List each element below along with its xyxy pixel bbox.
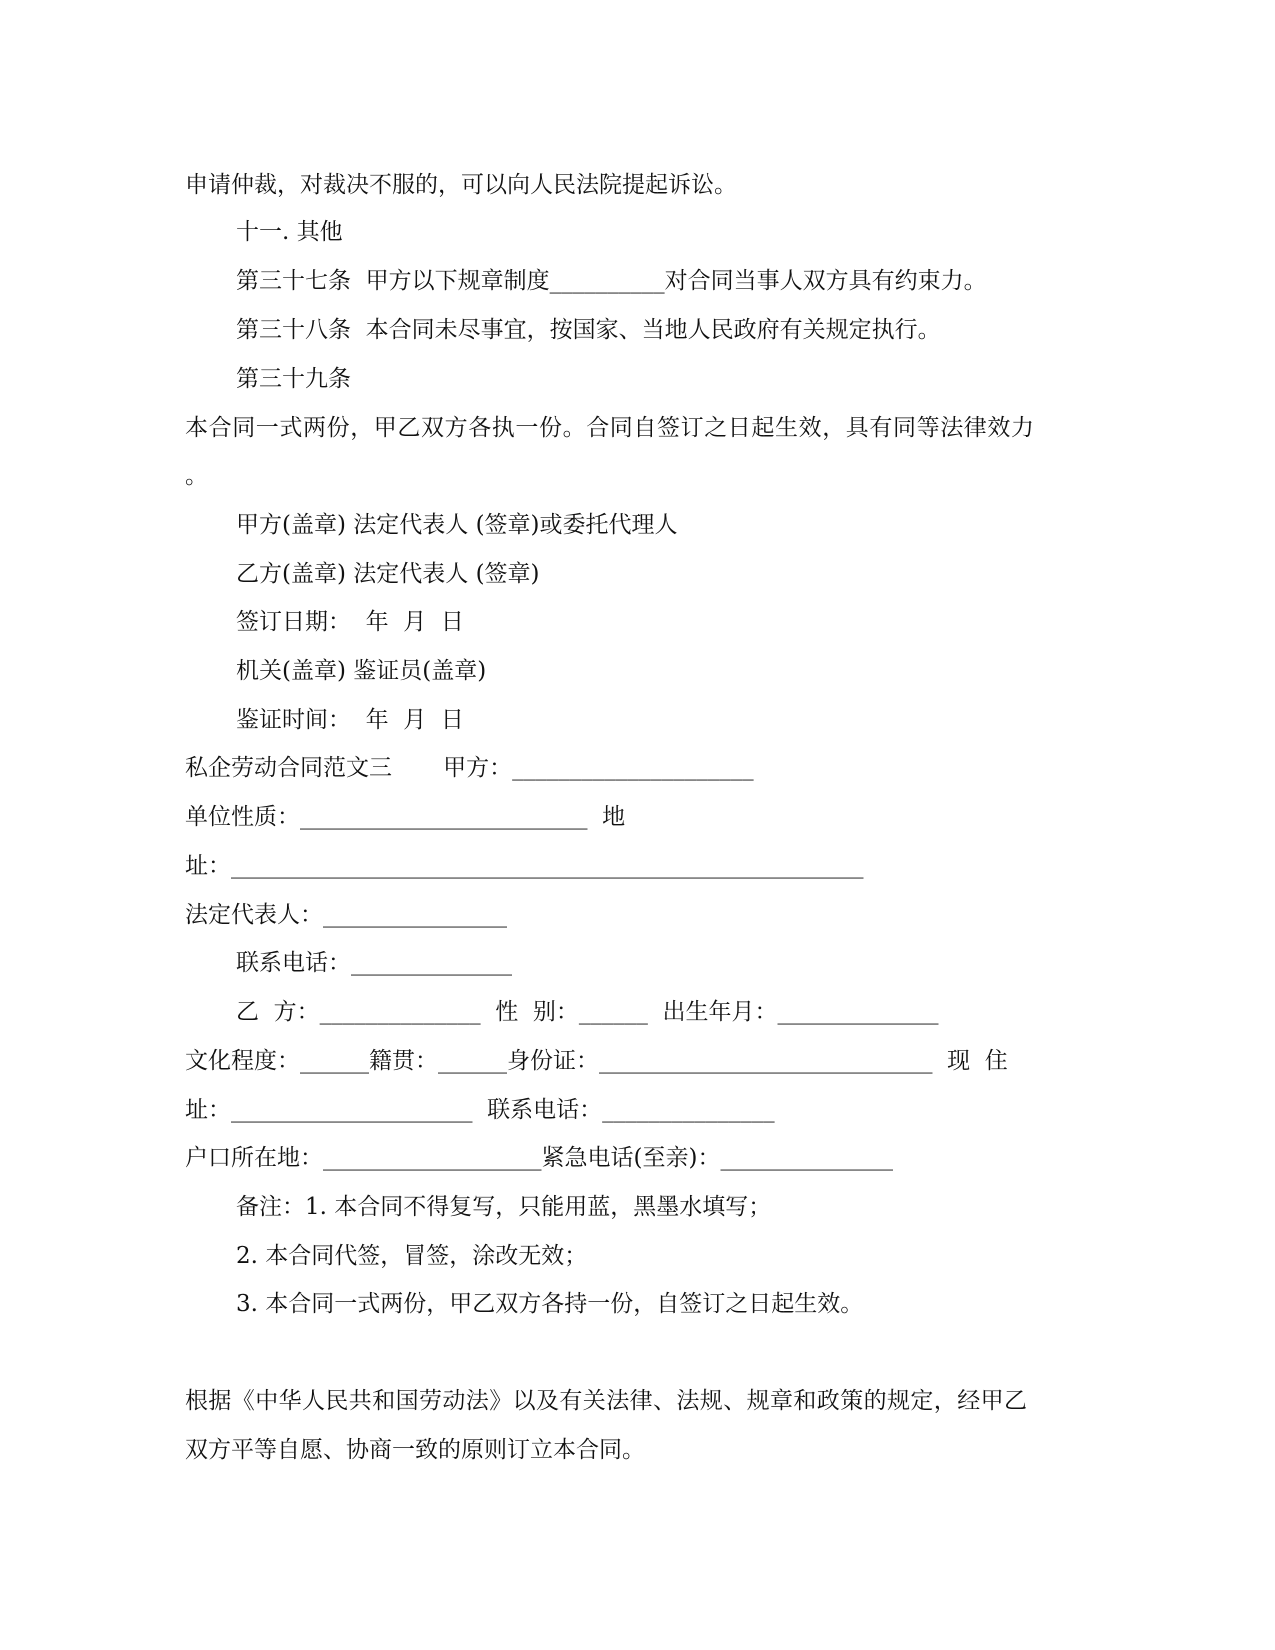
verification-date: 鉴证时间： 年 月 日 xyxy=(236,707,464,733)
template-title-party-a: 私企劳动合同范文三 甲方：_____________________ xyxy=(185,755,754,781)
field-address: 址：_______________________________________________________ xyxy=(185,853,864,879)
text-line-arbitration: 申请仲裁，对裁决不服的，可以向人民法院提起诉讼。 xyxy=(185,172,737,198)
field-party-b-info: 乙 方：______________ 性 别：______ 出生年月：______________ xyxy=(236,999,939,1025)
article-38: 第三十八条 本合同未尽事宜，按国家、当地人民政府有关规定执行。 xyxy=(236,317,941,343)
preamble-line-1: 根据《中华人民共和国劳动法》以及有关法律、法规、规章和政策的规定，经甲乙 xyxy=(185,1388,1028,1414)
note-1: 备注：1. 本合同不得复写，只能用蓝，黑墨水填写； xyxy=(236,1194,772,1220)
article-39-text: 本合同一式两份，甲乙双方各执一份。合同自签订之日起生效，具有同等法律效力 xyxy=(185,415,1035,441)
field-contact-phone: 联系电话：______________ xyxy=(236,950,512,976)
authority-seal: 机关(盖章) 鉴证员(盖章) xyxy=(236,658,487,684)
field-household-emergency: 户口所在地：___________________紧急电话(至亲)：_______________ xyxy=(185,1145,893,1171)
field-legal-representative: 法定代表人：________________ xyxy=(185,902,507,928)
article-39-text-end: 。 xyxy=(185,463,208,489)
article-37: 第三十七条 甲方以下规章制度__________对合同当事人双方具有约束力。 xyxy=(236,268,987,294)
preamble-line-2: 双方平等自愿、协商一致的原则订立本合同。 xyxy=(185,1437,645,1463)
field-current-address: 址：_____________________ 联系电话：_______________ xyxy=(185,1097,775,1123)
note-3: 3. 本合同一式两份，甲乙双方各持一份，自签订之日起生效。 xyxy=(236,1291,864,1317)
article-39-heading: 第三十九条 xyxy=(236,366,351,392)
note-2: 2. 本合同代签，冒签，涂改无效； xyxy=(236,1243,588,1269)
signing-date: 签订日期： 年 月 日 xyxy=(236,609,464,635)
field-unit-nature: 单位性质：_________________________ 地 xyxy=(185,804,626,830)
signature-party-a: 甲方(盖章) 法定代表人 (签章)或委托代理人 xyxy=(236,512,678,538)
field-education-id: 文化程度：______籍贯：______身份证：_____________________________ 现 住 xyxy=(185,1048,1008,1074)
signature-party-b: 乙方(盖章) 法定代表人 (签章) xyxy=(236,561,540,587)
section-heading-other: 十一. 其他 xyxy=(236,219,343,245)
